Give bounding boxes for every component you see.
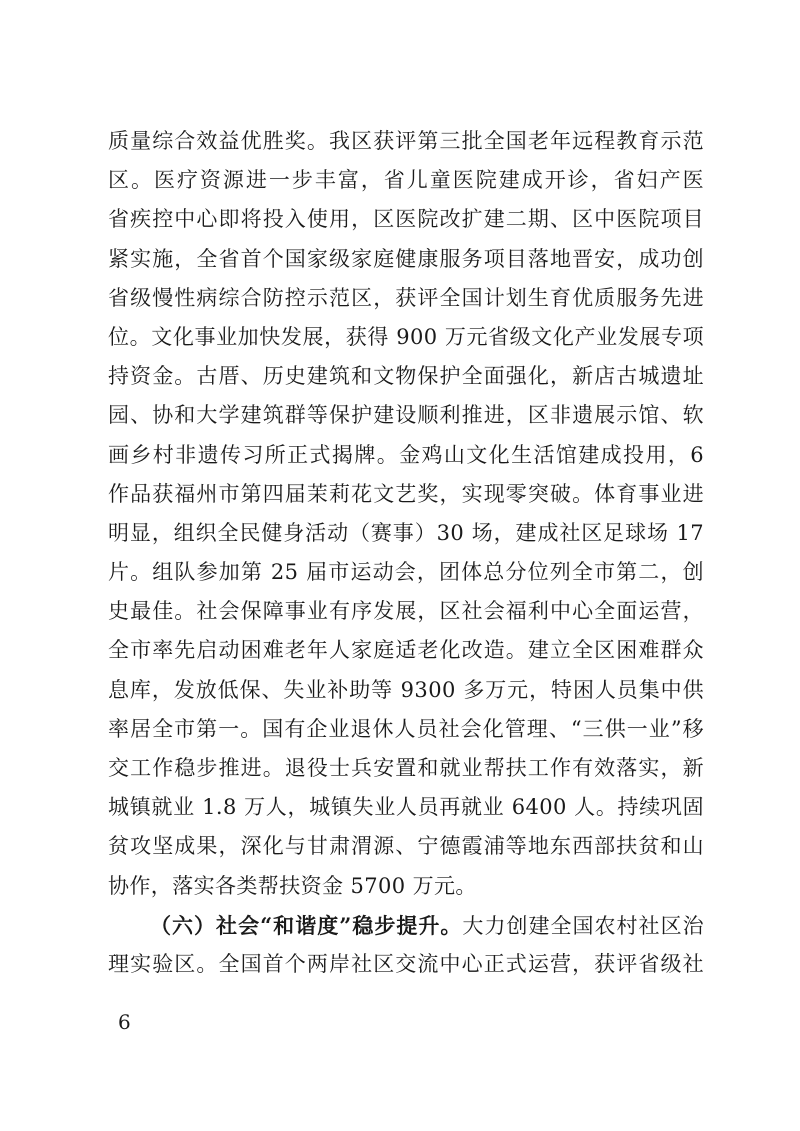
text-line: 持资金。古厝、历史建筑和文物保护全面强化，新店古城遗址	[108, 364, 704, 389]
text-line: 城镇就业 1.8 万人，城镇失业人员再就业 6400 人。持续巩固	[108, 795, 704, 820]
text-line: 片。组队参加第 25 届市运动会，团体总分位列全市第二，创	[108, 560, 704, 585]
text-line: 省级慢性病综合防控示范区，获评全国计划生育优质服务先进	[108, 285, 704, 310]
text-line: 理实验区。全国首个两岸社区交流中心正式运营，获评省级社	[108, 951, 704, 976]
text-line: 协作，落实各类帮扶资金 5700 万元。	[108, 873, 477, 898]
text-line: 交工作稳步推进。退役士兵安置和就业帮扶工作有效落实，新	[108, 756, 704, 780]
page-number: 6	[118, 1010, 131, 1034]
text-line: 息库，发放低保、失业补助等 9300 多万元，特困人员集中供	[108, 677, 704, 702]
section-heading: （六）社会“和谐度”稳步提升。	[150, 912, 463, 938]
text-line: 园、协和大学建筑群等保护建设顺利推进，区非遗展示馆、软	[108, 403, 704, 428]
section-heading-rest: 大力创建全国农村社区治	[462, 913, 704, 938]
body-text	[108, 122, 704, 984]
text-line: 贫攻坚成果，深化与甘肃渭源、宁德霞浦等地东西部扶贫和山	[108, 834, 704, 859]
text-line: 率居全市第一。国有企业退休人员社会化管理、“三供一业”移	[108, 716, 704, 741]
text-line: 作品获福州市第四届茉莉花文艺奖，实现零突破。体育事业进	[108, 481, 704, 506]
text-line: 质量综合效益优胜奖。我区获评第三批全国老年远程教育示范	[108, 129, 704, 153]
text-line: 省疾控中心即将投入使用，区医院改扩建二期、区中医院项目	[108, 207, 704, 232]
text-line: 位。文化事业加快发展，获得 900 万元省级文化产业发展专项	[108, 324, 704, 349]
text-line: 紧实施，全省首个国家级家庭健康服务项目落地晋安，成功创	[108, 246, 704, 271]
text-line: 史最佳。社会保障事业有序发展，区社会福利中心全面运营，	[108, 599, 704, 624]
text-line: 全市率先启动困难老年人家庭适老化改造。建立全区困难群众	[108, 638, 704, 663]
section-heading-line	[108, 906, 704, 945]
text-line: 画乡村非遗传习所正式揭牌。金鸡山文化生活馆建成投用，6	[108, 442, 704, 467]
text-line: 明显，组织全民健身活动（赛事）30 场，建成社区足球场 17	[108, 520, 704, 545]
text-line: 区。医疗资源进一步丰富，省儿童医院建成开诊，省妇产医	[108, 168, 704, 193]
